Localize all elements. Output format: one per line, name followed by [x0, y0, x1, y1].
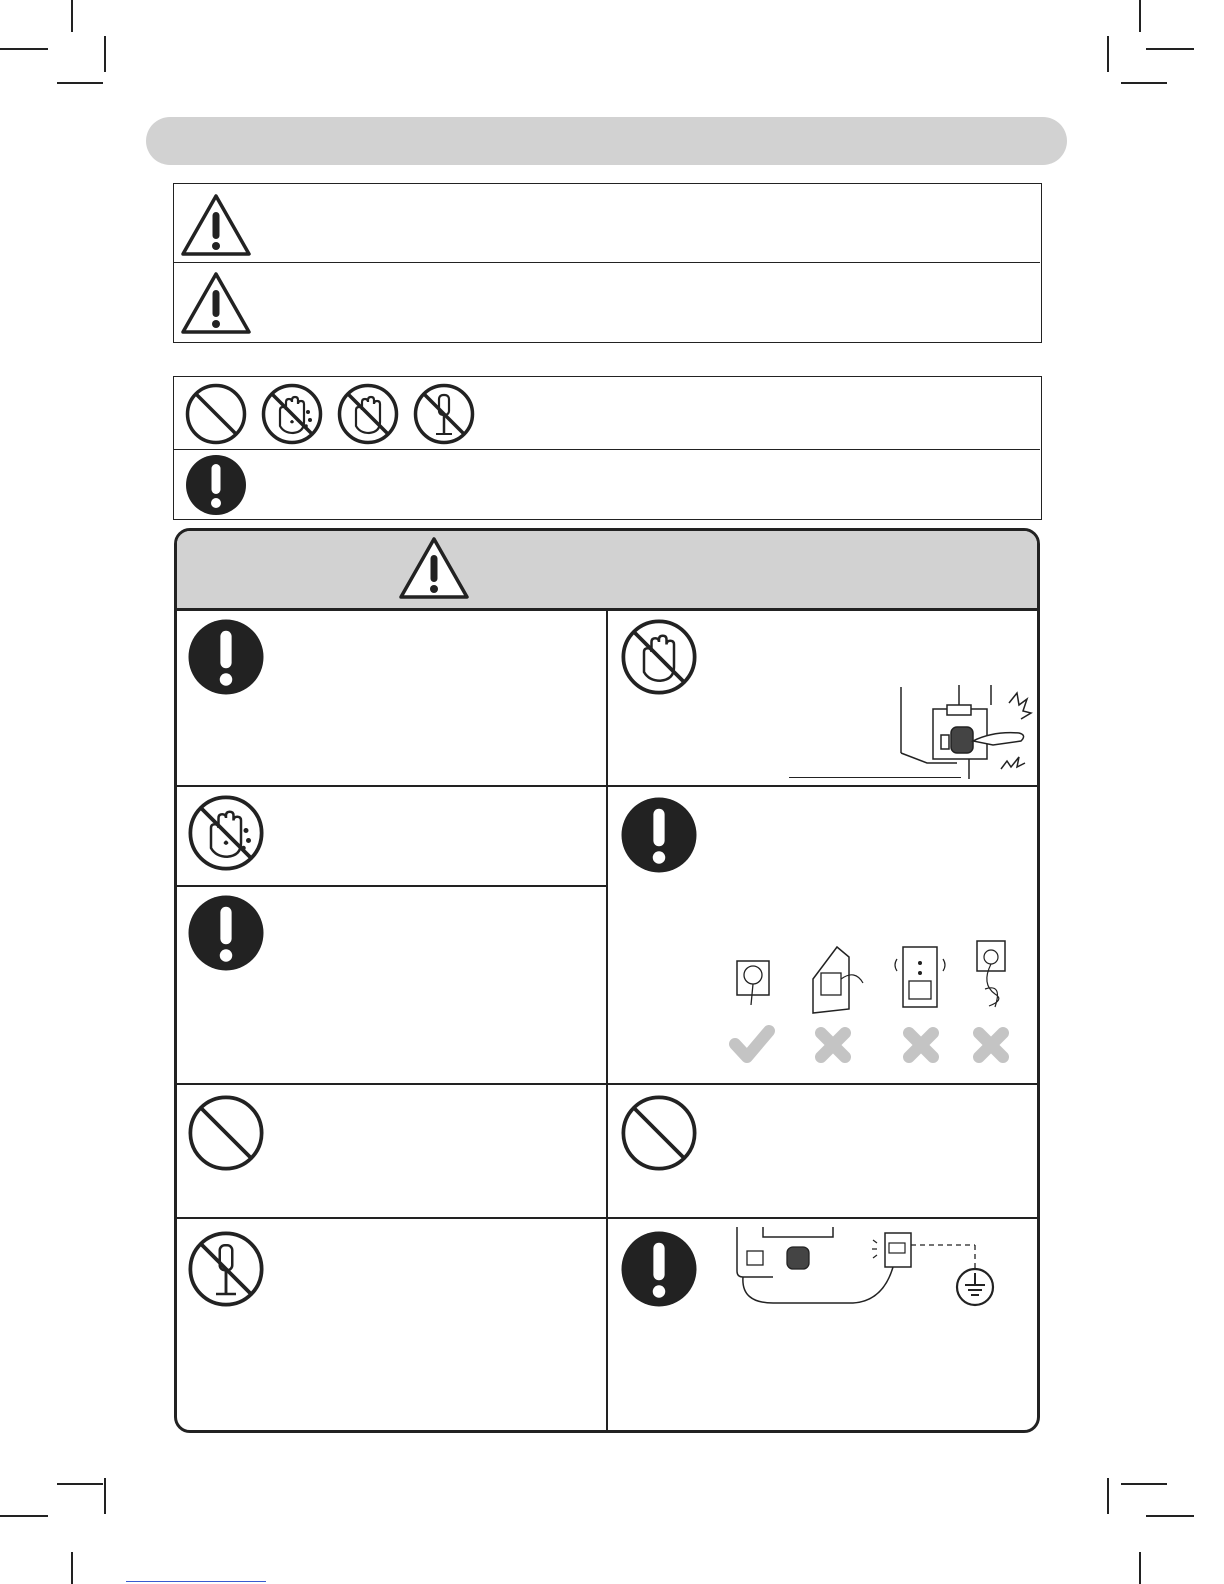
warning-triangle-icon	[180, 193, 252, 257]
warning-triangle-icon	[180, 271, 252, 335]
footer-link-underline	[126, 1581, 266, 1582]
legend-row-caution	[174, 263, 1041, 342]
prohibited-circle-icon	[186, 1093, 266, 1173]
crop-mark	[104, 1478, 106, 1514]
warning-panel-header	[177, 531, 1037, 611]
signal-word-legend	[173, 183, 1042, 343]
grounding-illustration	[733, 1221, 1003, 1331]
do-not-touch-icon	[336, 382, 400, 446]
crop-mark	[1107, 36, 1109, 72]
warning-triangle-icon	[398, 536, 470, 600]
crop-mark	[0, 1515, 48, 1517]
do-not-disassemble-icon	[412, 382, 476, 446]
crop-mark	[1121, 82, 1167, 84]
compressor-touch-illustration	[897, 683, 1035, 783]
crop-mark	[1146, 1515, 1194, 1517]
mandatory-exclamation-icon	[619, 795, 699, 875]
legend-row-mandatory	[174, 451, 1041, 519]
check-mark-icon	[735, 1031, 769, 1057]
crop-mark	[1146, 48, 1194, 50]
cross-mark-icon	[909, 1033, 933, 1057]
crop-mark	[57, 82, 103, 84]
mandatory-exclamation-icon	[186, 617, 266, 697]
crop-mark	[57, 1483, 103, 1485]
prohibited-circle-icon	[184, 382, 248, 446]
mandatory-exclamation-icon	[186, 893, 266, 973]
warning-panel	[174, 528, 1040, 1433]
crop-mark	[1139, 1552, 1141, 1584]
crop-mark	[1139, 0, 1141, 32]
symbol-legend	[173, 376, 1042, 520]
legend-row-warning	[174, 184, 1041, 263]
no-wet-hands-icon	[260, 382, 324, 446]
do-not-disassemble-icon	[186, 1229, 266, 1309]
crop-mark	[104, 36, 106, 72]
crop-mark	[0, 48, 48, 50]
do-not-touch-icon	[619, 617, 699, 697]
crop-mark	[71, 1552, 73, 1584]
legend-row-prohibited	[174, 377, 1041, 449]
section-header-bar	[146, 117, 1067, 165]
crop-mark	[71, 0, 73, 32]
prohibited-circle-icon	[619, 1093, 699, 1173]
crop-mark	[1107, 1478, 1109, 1514]
cross-mark-icon	[821, 1033, 845, 1057]
power-outlet-illustration	[717, 939, 1027, 1079]
no-wet-hands-icon	[186, 793, 266, 873]
crop-mark	[1121, 1483, 1167, 1485]
cross-mark-icon	[979, 1033, 1003, 1057]
mandatory-exclamation-icon	[184, 453, 248, 517]
mandatory-exclamation-icon	[619, 1229, 699, 1309]
